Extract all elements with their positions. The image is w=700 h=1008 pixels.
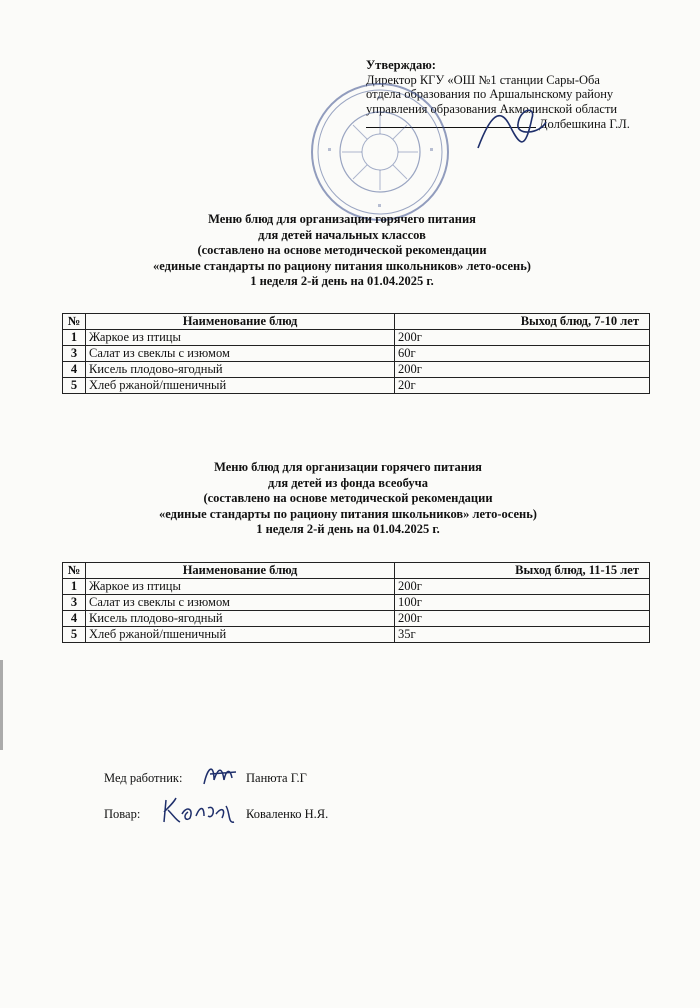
row-num: 5: [63, 378, 86, 394]
table-row: [63, 627, 650, 643]
row-num: 1: [63, 330, 86, 346]
menu1-title-line-2: для детей начальных классов: [258, 227, 426, 242]
table-header-row: [63, 563, 650, 579]
menu2-title-line-5: 1 неделя 2-й день на 01.04.2025 г.: [256, 522, 440, 536]
table-header-row: [63, 314, 650, 330]
approval-line-3: управления образования Акмолинской области: [366, 101, 618, 116]
header-dish: Наименование блюд: [86, 314, 395, 330]
medic-line: [104, 771, 182, 786]
approval-line-2: отдела образования по Аршалынскому району: [366, 87, 614, 101]
scan-edge-shadow: [0, 660, 3, 750]
medic-name-wrap: [246, 771, 307, 786]
row-output: 200г: [395, 579, 650, 595]
menu2-title-line-3: (составлено на основе методической рекомендации: [203, 491, 493, 505]
row-dish: Кисель плодово-ягодный: [86, 362, 395, 378]
row-output: 100г: [395, 595, 650, 611]
cook-name-wrap: [246, 807, 328, 822]
row-num: 1: [63, 579, 86, 595]
table-row: [63, 378, 650, 394]
cook-name: Коваленко Н.Я.: [246, 807, 329, 821]
menu1-title-line-3: (составлено на основе методической рекомендации: [197, 243, 487, 257]
row-num: 3: [63, 346, 86, 362]
cook-signature-icon: [160, 792, 240, 828]
row-dish: Хлеб ржаной/пшеничный: [86, 378, 395, 394]
row-num: 3: [63, 595, 86, 611]
seal-stamp-icon: [308, 80, 453, 225]
director-signature-icon: [470, 96, 550, 156]
row-dish: Салат из свеклы с изюмом: [86, 346, 395, 362]
approval-heading: Утверждаю:: [366, 58, 436, 72]
row-output: 20г: [395, 378, 650, 394]
table-row: [63, 346, 650, 362]
menu2-title: [0, 460, 698, 538]
menu1-title-line-4: «единые стандарты по рациону питания школьников» лето-осень): [153, 258, 531, 273]
table-row: [63, 595, 650, 611]
approval-signer: Долбешкина Г.Л.: [539, 117, 630, 131]
row-dish: Кисель плодово-ягодный: [86, 611, 395, 627]
row-output: 200г: [395, 330, 650, 346]
menu1-title: [0, 212, 692, 290]
menu1-table: [62, 313, 650, 394]
menu2-title-line-4: «единые стандарты по рациону питания школьников» лето-осень): [159, 506, 537, 521]
table-row: [63, 330, 650, 346]
menu1-title-line-5: 1 неделя 2-й день на 01.04.2025 г.: [250, 274, 434, 288]
medic-label: Мед работник:: [104, 771, 183, 785]
header-dish: Наименование блюд: [86, 563, 395, 579]
table-row: [63, 611, 650, 627]
row-dish: Жаркое из птицы: [86, 330, 395, 346]
row-output: 35г: [395, 627, 650, 643]
row-num: 4: [63, 362, 86, 378]
cook-line: [104, 807, 140, 822]
row-output: 60г: [395, 346, 650, 362]
medic-name: Панюта Г.Г: [246, 771, 307, 785]
header-output: Выход блюд, 7-10 лет: [395, 314, 650, 330]
table-row: [63, 362, 650, 378]
header-output: Выход блюд, 11-15 лет: [395, 563, 650, 579]
medic-signature-icon: [200, 760, 242, 790]
header-num: №: [63, 563, 86, 579]
menu2-table: [62, 562, 650, 643]
row-num: 5: [63, 627, 86, 643]
row-dish: Жаркое из птицы: [86, 579, 395, 595]
table-row: [63, 579, 650, 595]
menu2-title-line-1: Меню блюд для организации горячего питания: [214, 460, 482, 474]
row-output: 200г: [395, 362, 650, 378]
cook-label: Повар:: [104, 807, 141, 821]
menu2-title-line-2: для детей из фонда всеобуча: [268, 475, 428, 490]
row-output: 200г: [395, 611, 650, 627]
row-num: 4: [63, 611, 86, 627]
row-dish: Салат из свеклы с изюмом: [86, 595, 395, 611]
approval-line-1: Директор КГУ «ОШ №1 станции Сары-Оба: [366, 72, 600, 87]
row-dish: Хлеб ржаной/пшеничный: [86, 627, 395, 643]
header-num: №: [63, 314, 86, 330]
menu1-title-line-1: Меню блюд для организации горячего питания: [208, 212, 476, 226]
